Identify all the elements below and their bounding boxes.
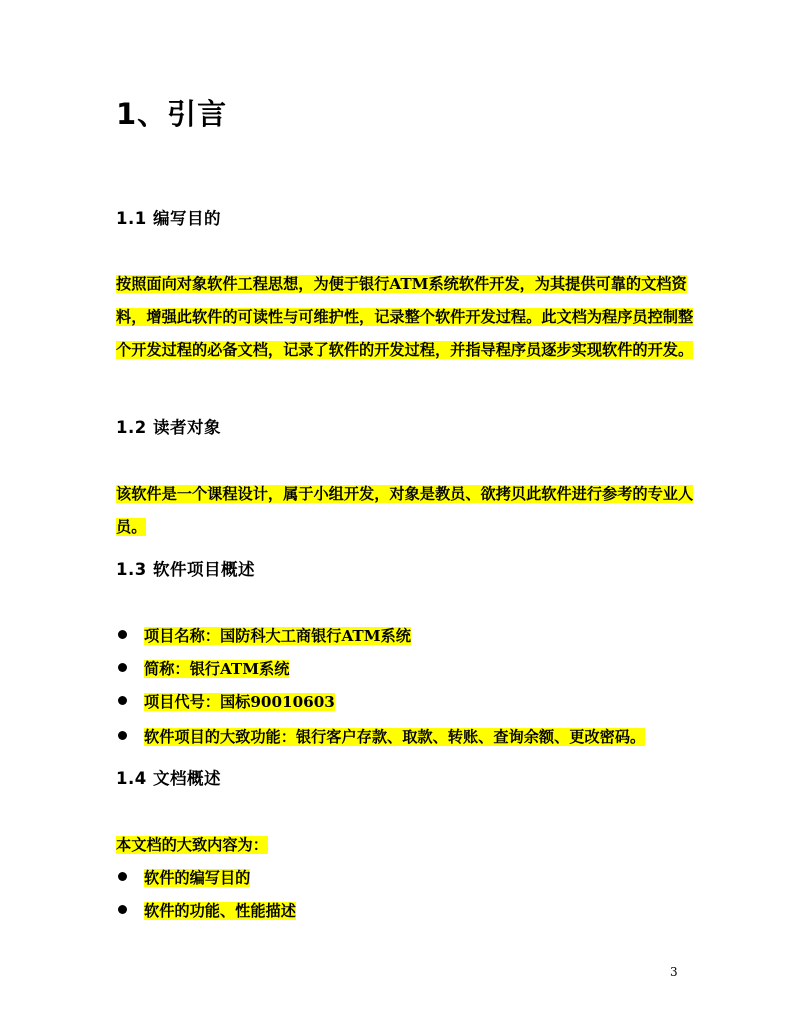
section-title-1-4: 1.4 文档概述 (116, 769, 221, 788)
list-item-text: 项目名称：国防科大工商银行ATM系统 (144, 627, 411, 645)
list-item (116, 658, 289, 680)
bullet-icon (118, 663, 127, 672)
list-item-text: 项目代号：国标90010603 (144, 693, 335, 711)
list-item (116, 691, 335, 713)
list-item (116, 625, 411, 647)
page-number: 3 (670, 965, 678, 979)
list-item (116, 900, 296, 922)
list-item-text: 软件的编写目的 (144, 869, 251, 887)
section-paragraph-1-1 (116, 268, 696, 367)
highlighted-text: 该软件是一个课程设计，属于小组开发，对象是教员、欲拷贝此软件进行参考的专业人员。 (116, 485, 694, 536)
intro-text: 本文档的大致内容为： (116, 836, 268, 854)
section-title-1-1: 1.1 编写目的 (116, 209, 221, 228)
bullet-icon (118, 630, 127, 639)
section-intro-1-4 (116, 834, 268, 856)
list-item-text: 简称：银行ATM系统 (144, 660, 290, 678)
section-title-1-3: 1.3 软件项目概述 (116, 560, 255, 579)
bullet-icon (118, 731, 127, 740)
bullet-icon (118, 696, 127, 705)
bullet-icon (118, 872, 127, 881)
list-item (116, 726, 645, 748)
list-item-text: 软件的功能、性能描述 (144, 902, 296, 920)
list-item-text: 软件项目的大致功能：银行客户存款、取款、转账、查询余额、更改密码。 (144, 728, 646, 746)
list-item (116, 867, 250, 889)
highlighted-text: 按照面向对象软件工程思想，为便于银行ATM系统软件开发，为其提供可靠的文档资料，增强此软件的可读性与可维护性，记录整个软件开发过程。此文档为程序员控制整个开发过程的必备文档，记录了软件的开发过程，并指导程序员逐步实现软件的开发。 (116, 275, 694, 359)
chapter-heading: 1、引言 (116, 97, 228, 131)
bullet-icon (118, 905, 127, 914)
section-title-1-2: 1.2 读者对象 (116, 418, 221, 437)
section-paragraph-1-2 (116, 478, 696, 544)
